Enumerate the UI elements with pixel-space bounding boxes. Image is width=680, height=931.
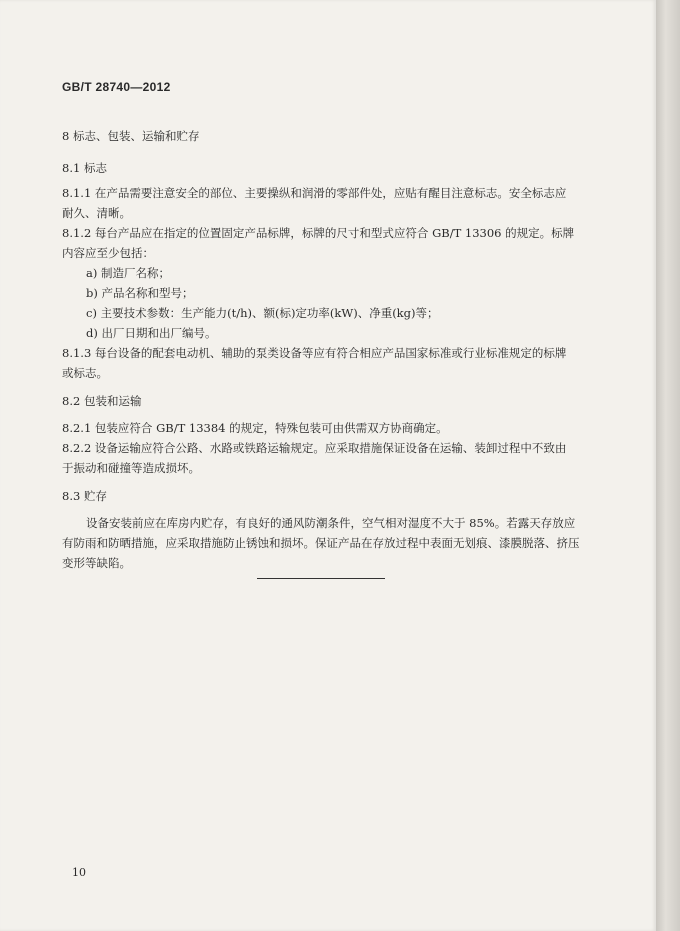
list-item-c: c) 主要技术参数：生产能力(t/h)、额(标)定功率(kW)、净重(kg)等； xyxy=(86,306,439,320)
clause-8-1-3-line-2: 或标志。 xyxy=(62,366,108,380)
section-8-3-title: 8.3 贮存 xyxy=(62,489,107,503)
clause-8-1-1-line-1: 8.1.1 在产品需要注意安全的部位、主要操纵和润滑的零部件处，应贴有醒目注意标志。安全标志应 xyxy=(62,186,567,200)
section-8-2-title: 8.2 包装和运输 xyxy=(62,394,142,408)
clause-8-3-line-1: 设备安装前应在库房内贮存，有良好的通风防潮条件，空气相对湿度不大于 85%。若露天存放应 xyxy=(86,516,576,530)
list-item-d: d) 出厂日期和出厂编号。 xyxy=(86,326,217,340)
end-rule xyxy=(257,578,385,579)
page-number: 10 xyxy=(72,866,86,879)
clause-8-2-2-line-1: 8.2.2 设备运输应符合公路、水路或铁路运输规定。应采取措施保证设备在运输、装卸过程中不致由 xyxy=(62,441,567,455)
list-item-a: a) 制造厂名称； xyxy=(86,266,170,280)
clause-8-1-2-line-2: 内容应至少包括： xyxy=(62,246,154,260)
page-edge xyxy=(656,0,680,931)
clause-8-2-1: 8.2.1 包装应符合 GB/T 13384 的规定，特殊包装可由供需双方协商确定。 xyxy=(62,421,448,435)
section-8-title: 8 标志、包装、运输和贮存 xyxy=(62,129,200,143)
clause-8-2-2-line-2: 于振动和碰撞等造成损坏。 xyxy=(62,461,200,475)
clause-8-1-1-line-2: 耐久、清晰。 xyxy=(62,206,131,220)
clause-8-1-3-line-1: 8.1.3 每台设备的配套电动机、辅助的泵类设备等应有符合相应产品国家标准或行业标准规定的标牌 xyxy=(62,346,567,360)
section-8-1-title: 8.1 标志 xyxy=(62,161,107,175)
list-item-b: b) 产品名称和型号； xyxy=(86,286,194,300)
standard-code: GB/T 28740—2012 xyxy=(62,80,171,94)
clause-8-3-line-3: 变形等缺陷。 xyxy=(62,556,131,570)
clause-8-3-line-2: 有防雨和防晒措施，应采取措施防止锈蚀和损坏。保证产品在存放过程中表面无划痕、漆膜脱落、挤压 xyxy=(62,536,580,550)
clause-8-1-2-line-1: 8.1.2 每台产品应在指定的位置固定产品标牌，标牌的尺寸和型式应符合 GB/T 13306 的规定。标牌 xyxy=(62,226,575,240)
